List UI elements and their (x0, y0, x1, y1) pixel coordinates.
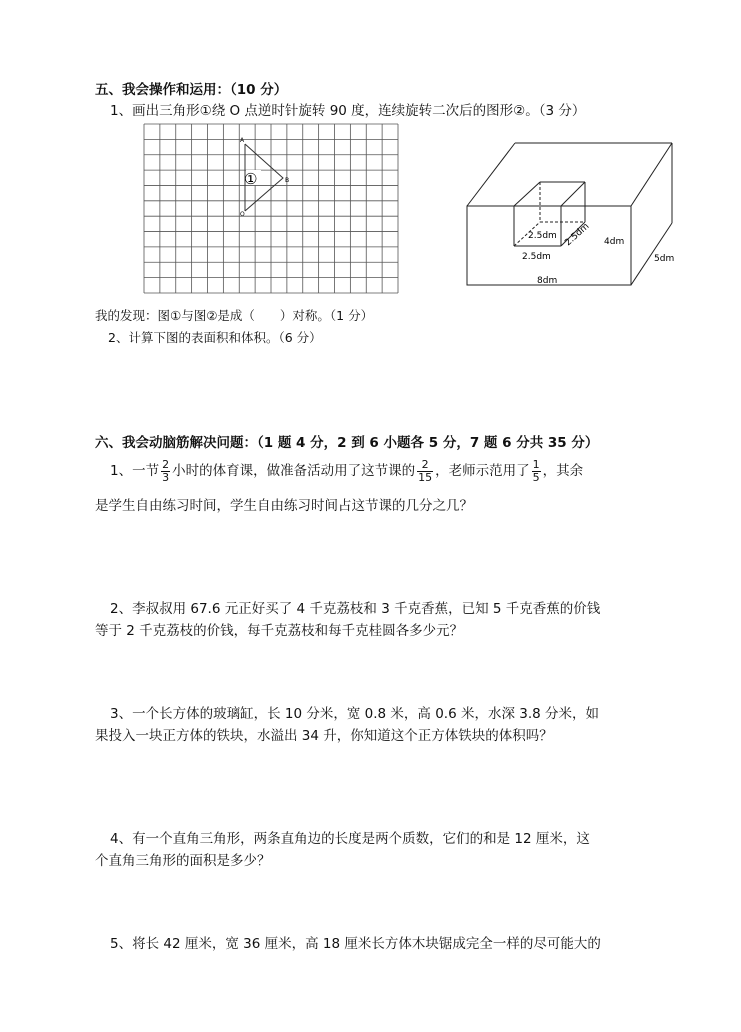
section6-question-2-line1: 2、李叔叔用 67.6 元正好买了 4 千克荔枝和 3 千克香蕉，已知 5 千克香蕉的价钱 (110, 601, 601, 617)
q1-text-part2: 小时的体育课，做准备活动用了这节课的 (172, 463, 416, 479)
section6-question-3-line2: 果投入一块正方体的铁块，水溢出 34 升，你知道这个正方体铁块的体积吗？ (95, 728, 553, 744)
cut-depth-label: 2.5dm (563, 221, 592, 249)
q1-text-part1: 1、一节 (110, 463, 160, 479)
section6-question-5-line1: 5、将长 42 厘米，宽 36 厘米，高 18 厘米长方体木块锯成完全一样的尽可能大的 (110, 936, 601, 952)
section6-question-4-line1: 4、有一个直角三角形，两条直角边的长度是两个质数，它们的和是 12 厘米，这 (110, 831, 590, 847)
section5-question-2: 2、计算下图的表面积和体积。（6 分） (108, 330, 322, 345)
section6-question-1-line1 (110, 453, 583, 489)
point-a-label: A (240, 137, 245, 144)
finding-line: 我的发现：图①与图②是成（ ）对称。（1 分） (95, 308, 374, 323)
section6-question-1-line2: 是学生自由练习时间，学生自由练习时间占这节课的几分之几？ (95, 498, 473, 514)
section6-question-3-line1: 3、一个长方体的玻璃缸，长 10 分米，宽 0.8 米，高 0.6 米，水深 3.8 分米，如 (110, 706, 600, 722)
fraction-two-fifteenths: $\frac{2}{15}$ (418, 457, 433, 484)
section6-question-4-line2: 个直角三角形的面积是多少？ (95, 853, 271, 869)
cut-bottom-label: 2.5dm (522, 252, 551, 262)
section6-question-2-line2: 等于 2 千克荔枝的价钱，每千克荔枝和每千克桂圆各多少元？ (95, 623, 464, 639)
q1-text-part4: ，其余 (542, 463, 584, 479)
point-b-label: B (285, 177, 290, 184)
cut-width-label: 2.5dm (528, 231, 557, 241)
cuboid-figure (460, 138, 685, 290)
shape-1-label: ① (244, 170, 258, 188)
length-label: 8dm (537, 276, 558, 286)
rotation-grid-figure (143, 123, 401, 294)
section5-title: 五、我会操作和运用：（10 分） (95, 82, 288, 98)
fraction-one-fifth: $\frac{1}{5}$ (532, 457, 540, 484)
fraction-two-thirds: $\frac{2}{3}$ (162, 457, 170, 484)
section5-question-1: 1、画出三角形①绕 O 点逆时针旋转 90 度，连续旋转二次后的图形②。（3 分） (110, 103, 586, 119)
height-label: 4dm (604, 237, 625, 247)
point-o-label: O (240, 211, 245, 218)
section6-title: 六、我会动脑筋解决问题：（1 题 4 分，2 到 6 小题各 5 分，7 题 6 分共 35 分） (95, 435, 599, 451)
depth-label: 5dm (654, 254, 675, 264)
q1-text-part3: ，老师示范用了 (435, 463, 530, 479)
